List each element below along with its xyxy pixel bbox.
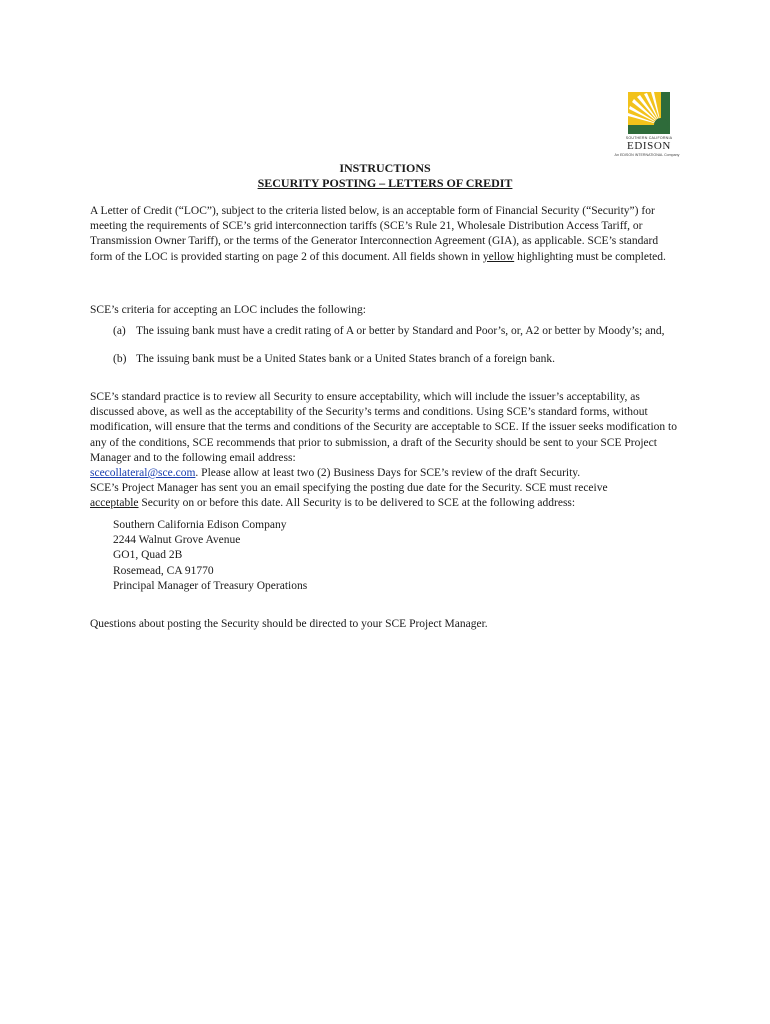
criteria-item — [113, 352, 673, 367]
intro-paragraph — [90, 204, 680, 265]
address-line: Southern California Edison Company — [113, 519, 287, 531]
yellow-word: yellow — [482, 250, 515, 263]
practice-review-text: . Please allow at least two (2) Business Days for SCE’s review of the draft Security. — [195, 467, 581, 480]
practice-delivery-text: Security on or before this date. All Security is to be delivered to SCE at the following address: — [138, 497, 576, 510]
criteria-item-marker: (a) — [113, 325, 126, 337]
address-line: 2244 Walnut Grove Avenue — [113, 534, 241, 547]
intro-text: A Letter of Credit (“LOC”), subject to the criteria listed below, is an acceptable form of Financial Security (“Security”) for meeting the requirements of SCE’s grid interconnection tariffs (SCE’s Rule 21, Wholesale Distribution Access Tariff, or Transmission Owner Tariff), or the terms of the Generator Interconnection Agreement (GIA), as applicable. SCE’s standard form of the LOC is provided starting on page 2 of this document. All fields shown in — [90, 205, 659, 263]
criteria-item-text: The issuing bank must be a United States bank or a United States branch of a foreign bank. — [136, 353, 556, 366]
practice-pm-text: SCE’s Project Manager has sent you an email specifying the posting due date for the Security. SCE must receive — [90, 482, 608, 495]
email-link[interactable]: scecollateral@sce.com — [90, 467, 196, 480]
edison-sunburst-logo-icon — [628, 92, 670, 134]
sce-logo — [612, 92, 682, 164]
practice-text: SCE’s standard practice is to review all Security to ensure acceptability, which will include the issuer’s acceptability, as discussed above, as well as the acceptability of the Security’s terms and conditions. Using SCE’s standard forms, without modification, will ensure that the terms and conditions of the Security are acceptable to SCE. If the issuer seeks modification to any of the conditions, SCE recommends that prior to submission, a draft of the Security should be sent to your SCE Project Manager and to the following email address: — [90, 391, 677, 464]
logo-brand-name: EDISON — [627, 140, 671, 152]
criteria-item-marker: (b) — [113, 353, 127, 366]
delivery-address — [113, 518, 513, 594]
intro-text-end: highlighting must be completed. — [514, 250, 666, 263]
criteria-item-text: The issuing bank must have a credit rating of A or better by Standard and Poor’s, or, A2 or better by Moody’s; and, — [136, 325, 665, 337]
criteria-item — [113, 324, 673, 339]
title-line-security-posting: SECURITY POSTING – LETTERS OF CREDIT — [257, 176, 513, 190]
title-line-instructions: INSTRUCTIONS — [339, 161, 431, 175]
acceptable-word: acceptable — [90, 497, 139, 510]
closing-paragraph: Questions about posting the Security should be directed to your SCE Project Manager. — [90, 618, 488, 630]
address-line: Rosemead, CA 91770 — [113, 564, 214, 577]
address-line: GO1, Quad 2B — [113, 549, 183, 562]
criteria-list — [113, 324, 673, 367]
page-title — [0, 161, 770, 191]
logo-parent-name: SOUTHERN CALIFORNIA — [625, 136, 673, 140]
logo-tagline: An EDISON INTERNATIONAL Company — [614, 153, 680, 157]
practice-paragraph — [90, 390, 680, 512]
address-line: Principal Manager of Treasury Operations — [113, 579, 308, 592]
criteria-intro: SCE’s criteria for accepting an LOC includes the following: — [90, 304, 366, 316]
